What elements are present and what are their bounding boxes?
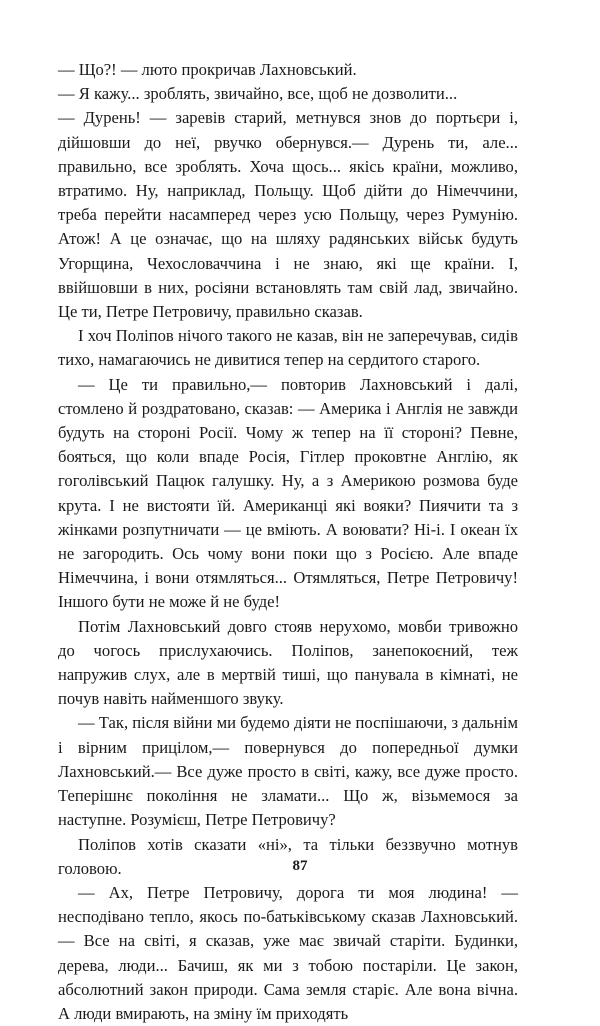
paragraph-7: — Так, після війни ми будемо діяти не поспішаючи, з дальнім і вірним прицілом,— повернувся до попередньої думки Лахновський.— Все дуже просто в світі, кажу, все дуже просто. Теперішнє покоління не зламати... Що ж, візьмемося за наступне. Розумієш, Петре Петровичу?	[58, 713, 518, 830]
paragraph-9: — Ах, Петре Петровичу, дорога ти моя людина! — несподівано тепло, якось по-батьківському сказав Лахновський.— Все на світі, я сказав, уже має звичай старіти. Будинки, дерева, люди... Бачиш, як ми з тобою постаріли. Це закон, абсолютний закон природи. Сама земля старіє. Але вона вічна. А люди вмирають, на зміну їм приходять	[58, 882, 518, 1023]
paragraph-2: — Я кажу... зроблять, звичайно, все, щоб не дозволити...	[58, 84, 458, 104]
paragraph-6: Потім Лахновський довго стояв нерухомо, мовби тривожно до чогось прислухаючись. Поліпов, занепокоєний, теж напружив слух, але в мертвій тиші, що панувала в кімнаті, не почув навіть найменшого звуку.	[58, 616, 518, 709]
paragraph-8: Поліпов хотів сказати «ні», та тільки беззвучно мотнув головою.	[58, 834, 518, 878]
paragraph-3: — Дурень! — заревів старий, метнувся знов до портьєри і, дійшовши до неї, рвучко обернувся.— Дурень ти, але... правильно, все зроблять. Хоча щось... якісь країни, можливо, втратимо. Ну, наприклад, Польщу. Щоб дійти до Німеччини, треба перейти насамперед через усю Польщу, через Румунію. Атож! А це означає, що на шляху радянських військ будуть Угорщина, Чехословаччина і не знаю, які ще країни. І, ввійшовши в них, росіяни встановлять там свій лад, звичайно. Це ти, Петре Петровичу, правильно сказав.	[58, 108, 518, 322]
paragraph-4: І хоч Поліпов нічого такого не казав, він не заперечував, сидів тихо, намагаючись не дивитися тепер на сердитого старого.	[58, 326, 518, 370]
body-text	[58, 58, 518, 1026]
page-number: 87	[292, 858, 308, 874]
paragraph-5: — Це ти правильно,— повторив Лахновський і далі, стомлено й роздратовано, сказав: — Америка і Англія не завжди будуть на стороні Росії. Чому ж тепер на її стороні? Певне, бояться, що коли впаде Росія, Гітлер проковтне Англію, як гоголівський Пацюк галушку. Ну, а з Америкою розмова буде крута. І не вистояти їй. Американці які вояки? Пиячити та з жінками розпутничати — це вміють. А воювати? Ні-і. І океан їх не загородить. Ось чому вони поки що з Росією. Але впаде Німеччина, і вони отямляться... Отямляться, Петре Петровичу! Іншого бути не може й не буде!	[58, 374, 518, 612]
paragraph-1: — Що?! — люто прокричав Лахновський.	[58, 60, 357, 79]
